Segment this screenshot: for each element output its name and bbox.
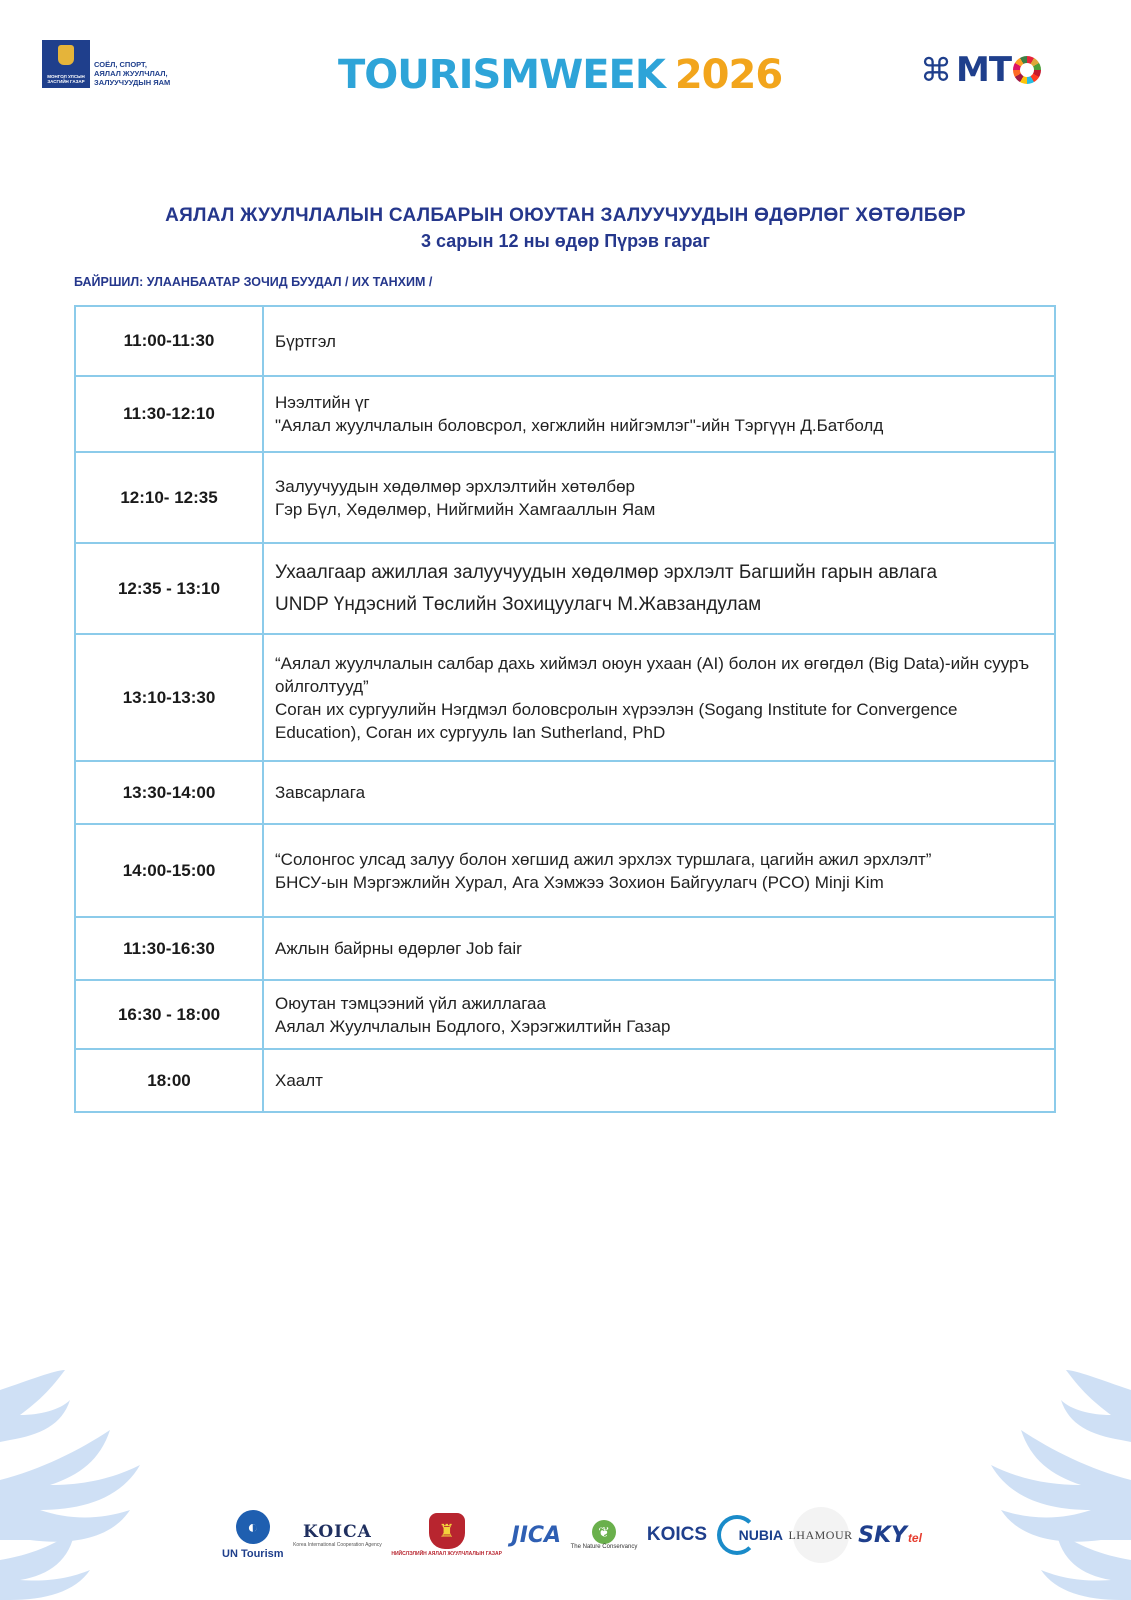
- ministry-name-line2: АЯЛАЛ ЖУУЛЧЛАЛ,: [94, 68, 168, 78]
- description-text: “Аялал жуулчлалын салбар дахь хиймэл оюун ухаан (AI) болон их өгөгдөл (Big Data)-ийн сууръ ойлголтууд” Соган их сургуулийн Нэгдмэл боловсролын хүрээлэн (Sogang Institute for Convergence Education), Соган их сургууль Ian Sutherland, PhD: [275, 653, 1030, 742]
- description-text: Хаалт: [275, 1071, 323, 1090]
- description-text: Бүртгэл: [275, 331, 336, 351]
- koica-sub-label: Korea International Cooperation Agency: [293, 1542, 382, 1548]
- koica-label: KOICA: [303, 1522, 372, 1542]
- tourism-week-logo: [338, 52, 782, 98]
- un-tourism-label: UN Tourism: [222, 1548, 284, 1560]
- partner-logos: [222, 1500, 922, 1570]
- table-row: [75, 452, 1055, 543]
- jica-logo: [512, 1523, 562, 1548]
- description-cell: [263, 917, 1055, 980]
- description-text: Ухаалгаар ажиллая залуучуудын хөдөлмөр эрхлэлт Багшийн гарын авлага UNDP Үндэсний Төслийн Зохицуулагч М.Жавзандулам: [275, 561, 938, 615]
- tourism-week-logo-text: TOURISMWEEK: [338, 52, 665, 98]
- description-text: Нээлтийн үг "Аялал жуулчлалын боловсрол, хөгжлийн нийгэмлэг"-ийн Тэргүүн Д.Батболд: [275, 393, 884, 435]
- time-cell: 11:00-11:30: [75, 306, 263, 376]
- tourism-week-logo-year: 2026: [674, 52, 783, 98]
- description-text: “Солонгос улсад залуу болон хөгшид ажил эрхлэх туршлага, цагийн ажил эрхлэлт” БНСУ-ын Мэргэжлийн Хурал, Ага Хэмжээ Зохион Байгуулагч (PCO) Minji Kim: [275, 849, 932, 892]
- time-cell: 12:35 - 13:10: [75, 543, 263, 634]
- lhamour-label: LHAMOUR: [788, 1527, 853, 1542]
- time-cell: 11:30-12:10: [75, 376, 263, 452]
- description-cell: [263, 376, 1055, 452]
- right-ornament-decoration: [940, 1370, 1131, 1600]
- table-row: [75, 634, 1055, 761]
- time-cell: 11:30-16:30: [75, 917, 263, 980]
- table-row: [75, 543, 1055, 634]
- left-ornament-decoration: [0, 1370, 190, 1600]
- endless-knot-icon: ⌘: [920, 52, 952, 88]
- skytel-sub-label: tel: [907, 1530, 922, 1545]
- location-label: БАЙРШИЛ: УЛААНБААТАР ЗОЧИД БУУДАЛ / ИХ ТАНХИМ /: [74, 275, 433, 289]
- time-cell: 18:00: [75, 1049, 263, 1112]
- description-text: Ажлын байрны өдөрлөг Job fair: [275, 939, 522, 958]
- ub-emblem-icon: ♜: [429, 1513, 465, 1549]
- ub-tourism-label: НИЙСЛЭЛИЙН АЯЛАЛ ЖУУЛЧЛАЛЫН ГАЗАР: [391, 1551, 502, 1557]
- description-cell: [263, 824, 1055, 917]
- description-cell: [263, 543, 1055, 634]
- lhamour-badge: [788, 1507, 853, 1563]
- description-cell: [263, 980, 1055, 1049]
- table-row: [75, 917, 1055, 980]
- ministry-logo: [42, 40, 170, 88]
- table-row: [75, 376, 1055, 452]
- page-title-main: АЯЛАЛ ЖУУЛЧЛАЛЫН САЛБАРЫН ОЮУТАН ЗАЛУУЧУУДЫН ӨДӨРЛӨГ ХӨТӨЛБӨР: [165, 205, 966, 226]
- koics-logo: [647, 1524, 707, 1546]
- leaf-icon: ❦: [592, 1520, 616, 1544]
- time-cell: 16:30 - 18:00: [75, 980, 263, 1049]
- table-row: [75, 980, 1055, 1049]
- time-cell: 13:30-14:00: [75, 761, 263, 824]
- nubia-label: NUBIA: [738, 1527, 783, 1543]
- page-title: [0, 205, 1131, 252]
- jica-label: JICA: [511, 1522, 562, 1548]
- lhamour-logo: [788, 1507, 853, 1563]
- ministry-name-line3: ЗАЛУУЧУУДЫН ЯАМ: [94, 77, 171, 87]
- description-cell: [263, 306, 1055, 376]
- mto-logo: [920, 50, 1041, 90]
- description-cell: [263, 634, 1055, 761]
- un-tourism-logo: [222, 1510, 284, 1560]
- sdg-wheel-icon: [1013, 56, 1041, 84]
- table-row: [75, 1049, 1055, 1112]
- table-row: [75, 824, 1055, 917]
- description-text: Залуучуудын хөдөлмөр эрхлэлтийн хөтөлбөр Гэр Бүл, Хөдөлмөр, Нийгмийн Хамгааллын Яам: [275, 476, 656, 519]
- soyombo-icon: [58, 45, 74, 65]
- description-text: Оюутан тэмцээний үйл ажиллагаа Аялал Жуулчлалын Бодлого, Хэрэгжилтийн Газар: [275, 993, 671, 1036]
- page-title-date: 3 сарын 12 ны өдөр Пүрэв гараг: [421, 231, 710, 251]
- description-text: Завсарлага: [275, 783, 366, 802]
- description-cell: [263, 1049, 1055, 1112]
- un-tourism-icon: ◐: [236, 1510, 270, 1544]
- description-cell: [263, 761, 1055, 824]
- ministry-box-text: МОНГОЛ УЛСЫН ЗАСГИЙН ГАЗАР: [47, 74, 85, 84]
- ub-tourism-logo: [391, 1513, 502, 1557]
- koics-label: KOICS: [646, 1524, 708, 1545]
- time-cell: 14:00-15:00: [75, 824, 263, 917]
- koica-logo: [293, 1522, 382, 1548]
- time-cell: 13:10-13:30: [75, 634, 263, 761]
- schedule-table: [74, 305, 1056, 1113]
- skytel-logo: [858, 1523, 922, 1548]
- skytel-label: SKY: [858, 1522, 907, 1548]
- ministry-name: [94, 60, 170, 87]
- nature-conservancy-logo: [571, 1520, 638, 1550]
- ministry-emblem-box: [42, 40, 90, 88]
- mto-logo-text: MT: [956, 50, 1012, 90]
- time-cell: 12:10- 12:35: [75, 452, 263, 543]
- description-cell: [263, 452, 1055, 543]
- nature-conservancy-label: The Nature Conservancy: [570, 1544, 638, 1550]
- table-row: [75, 761, 1055, 824]
- nubia-logo: [717, 1515, 783, 1555]
- ministry-name-line1: СОЁЛ, СПОРТ,: [94, 59, 147, 69]
- table-row: [75, 306, 1055, 376]
